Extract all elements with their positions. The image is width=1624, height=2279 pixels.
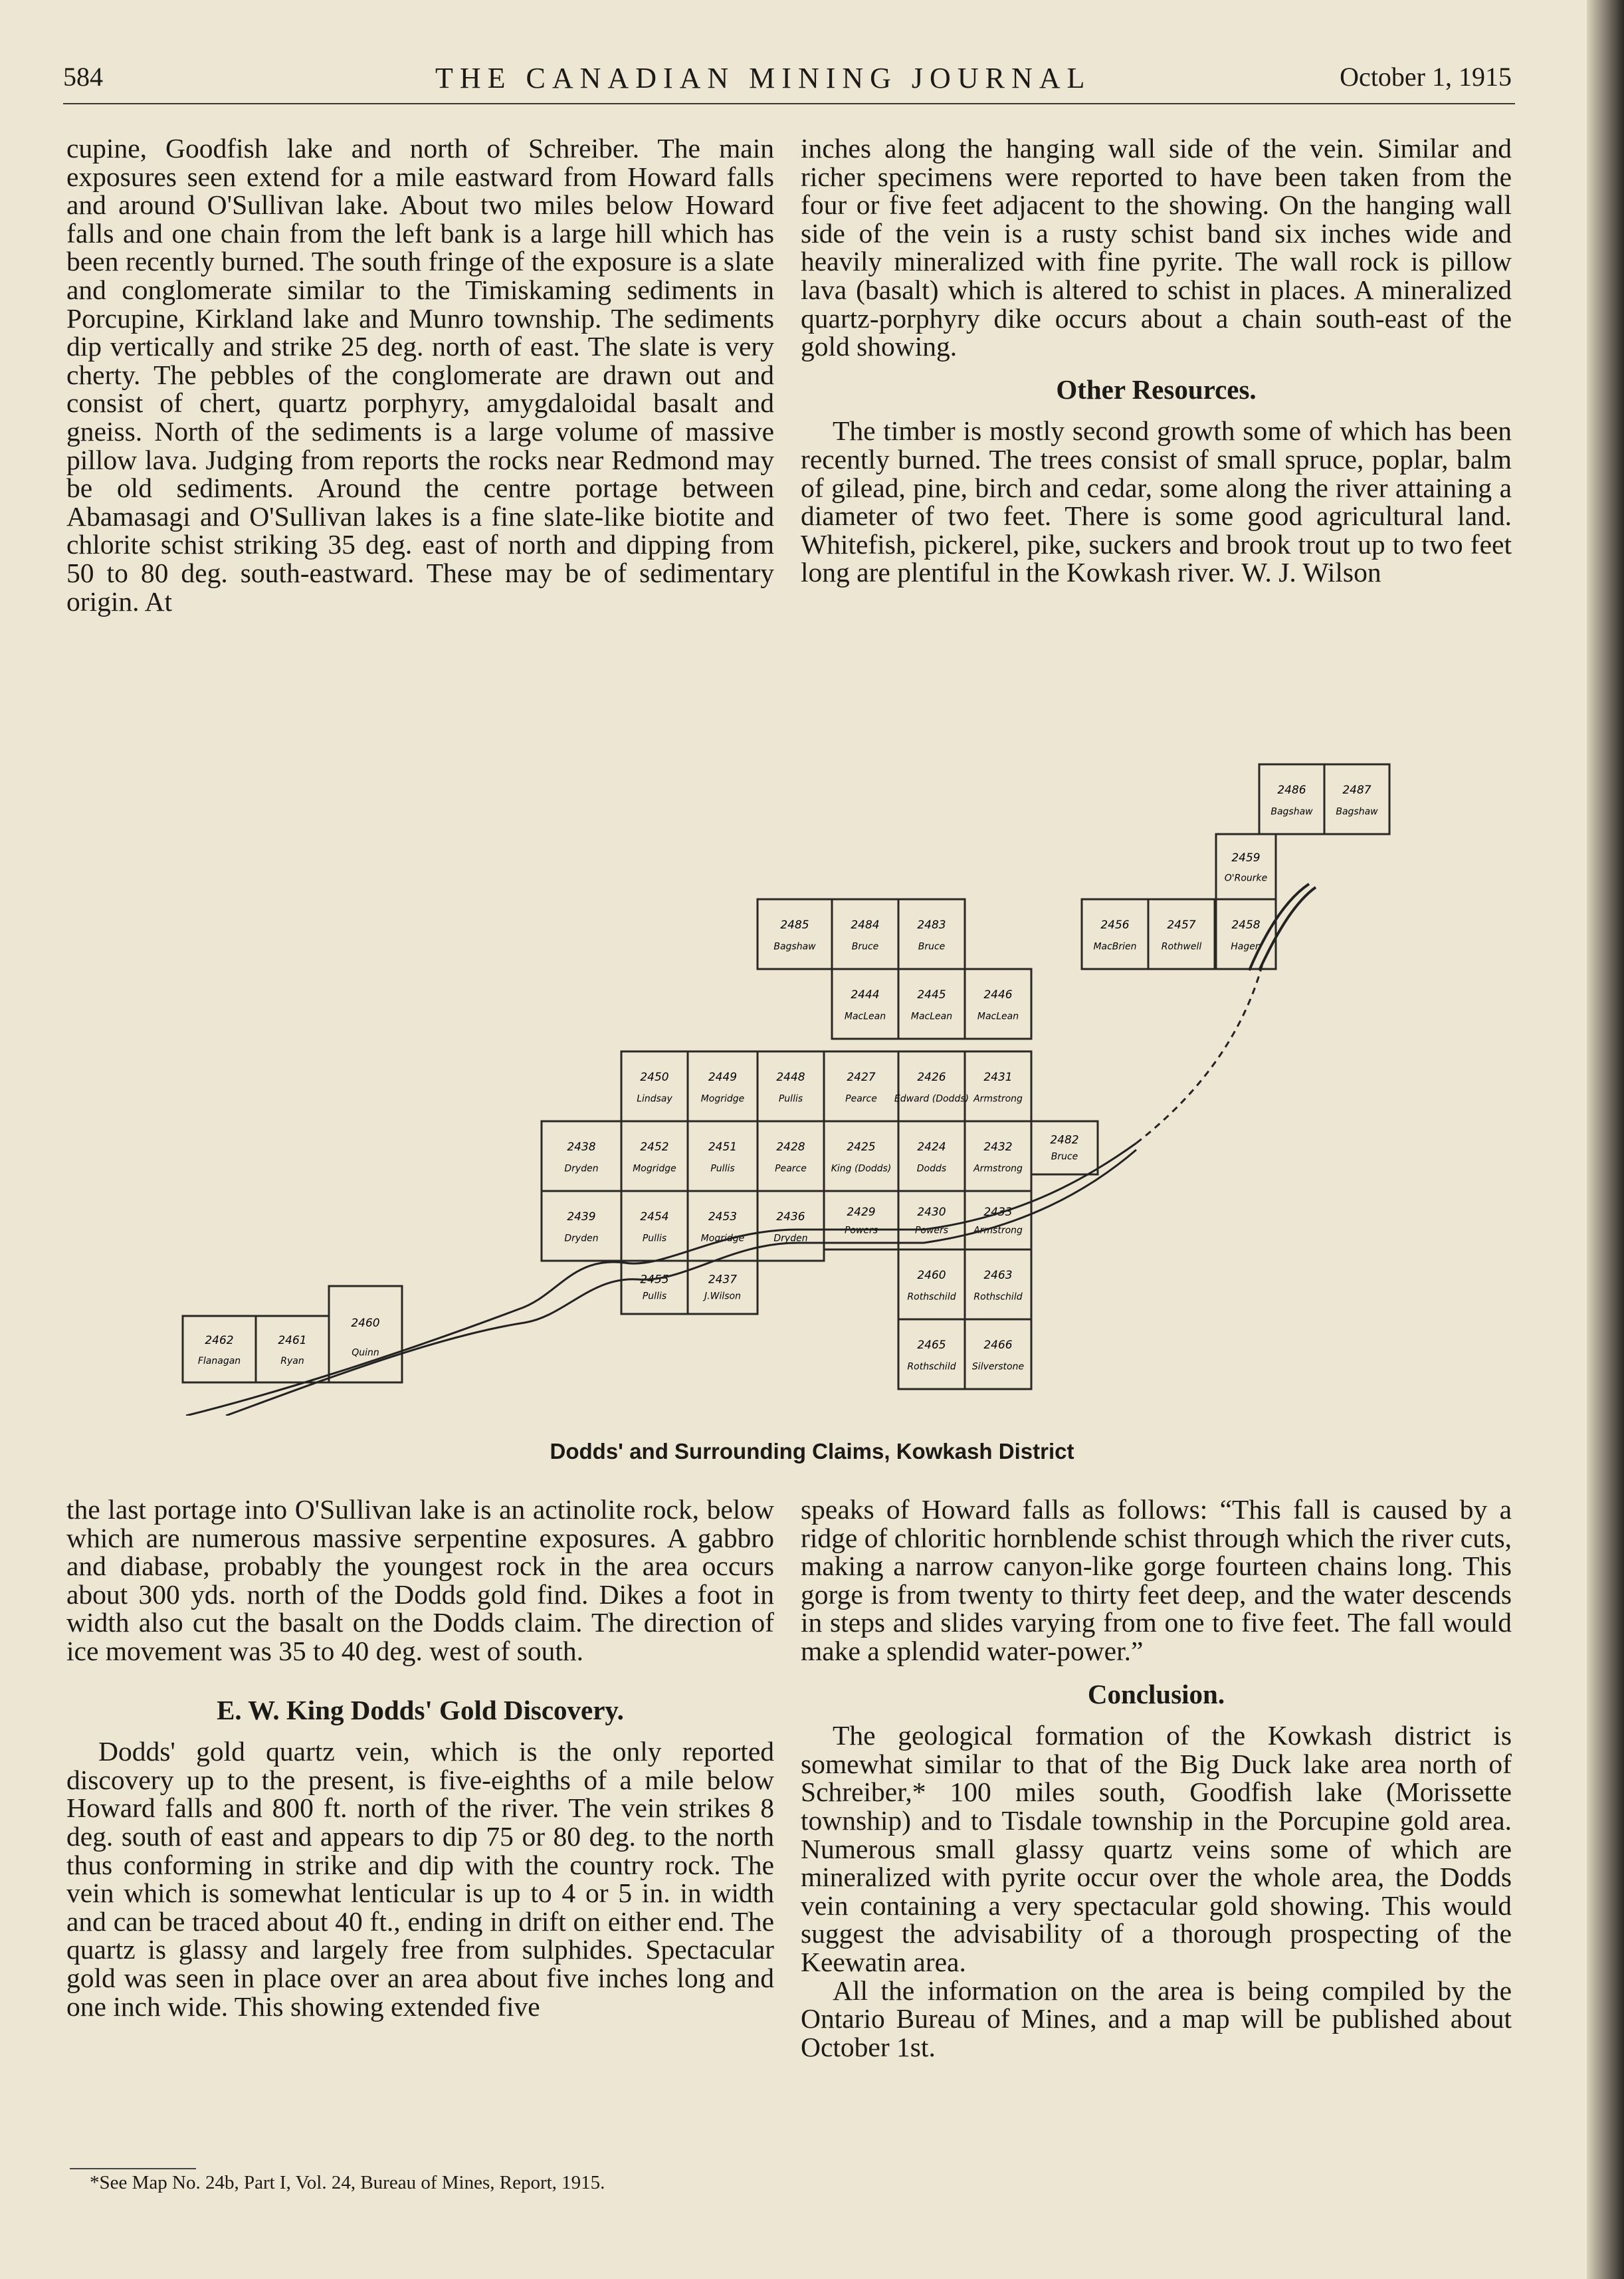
claim-block — [621, 1121, 688, 1191]
header-rule — [63, 103, 1515, 104]
claim-block — [758, 1191, 824, 1261]
claim-number: 2438 — [567, 1140, 596, 1154]
claim-outline — [832, 899, 898, 969]
claim-outline — [758, 1191, 824, 1261]
claim-block — [183, 1316, 256, 1382]
claim-owner: Hagen — [1231, 941, 1261, 952]
claim-block — [688, 1261, 758, 1314]
claim-block — [688, 1121, 758, 1191]
claim-number: 2483 — [917, 919, 946, 932]
claim-outline — [183, 1316, 256, 1382]
claim-outline — [965, 1319, 1031, 1389]
claim-number: 2461 — [278, 1334, 307, 1347]
claim-owner: Dryden — [564, 1163, 599, 1174]
claim-outline — [1148, 899, 1215, 969]
claim-owner: Bruce — [918, 941, 946, 952]
claim-number: 2466 — [983, 1339, 1013, 1353]
right-column-top — [801, 134, 1512, 587]
claim-owner: Powers — [844, 1225, 878, 1236]
claim-owner: Silverstone — [971, 1361, 1025, 1372]
claim-block — [621, 1051, 688, 1121]
claim-owner: Quinn — [352, 1347, 379, 1358]
paragraph: The geological formation of the Kowkash district is somewhat similar to that of the Big Duck lake area north of Schreiber,* 100 miles south, Goodfish lake (Morissette township) and to Tisdale township in the Porcupine gold area. Numerous small glassy quartz veins some of which are mineralized with pyrite occur over the whole area, the Dodds vein containing a very spectacular gold showing. This would suggest the advisability of a thorough prospecting of the Keewatin area. — [801, 1720, 1512, 1977]
claim-number: 2453 — [708, 1210, 738, 1224]
claim-owner: O'Rourke — [1224, 873, 1268, 884]
claim-block — [1148, 899, 1215, 969]
claim-block — [1259, 764, 1324, 834]
claim-block — [898, 899, 965, 969]
claim-owner: MacLean — [910, 1011, 953, 1022]
claim-number: 2451 — [708, 1140, 738, 1154]
claim-block — [832, 969, 898, 1039]
claim-outline — [965, 969, 1031, 1039]
claim-block — [542, 1121, 621, 1191]
claim-number: 2457 — [1167, 919, 1196, 932]
claim-block — [965, 1249, 1031, 1319]
claim-owner: Dryden — [564, 1233, 599, 1244]
claim-outline — [256, 1316, 329, 1382]
claim-block — [824, 1191, 898, 1249]
claim-owner: MacLean — [977, 1011, 1019, 1022]
paragraph: All the information on the area is being compiled by the Ontario Bureau of Mines, and a map will be published about October 1st. — [801, 1975, 1512, 2062]
claim-owner: Pullis — [642, 1291, 667, 1302]
claim-block — [758, 1121, 824, 1191]
claim-outline — [965, 1121, 1031, 1191]
paragraph: cupine, Goodfish lake and north of Schreiber. The main exposures seen extend for a mile eastward from Howard falls and around O'Sullivan lake. About two miles below Howard falls and one chain from the left bank is a large hill which has been recently burned. The south fringe of the exposure is a slate and conglomerate similar to the Timiskaming sediments in Porcupine, Kirkland lake and Munro township. The sediments dip vertically and strike 25 deg. north of east. The slate is very cherty. The pebbles of the conglomerate are drawn out and consist of chert, quartz porphyry, amygdaloidal basalt and gneiss. North of the sediments is a large volume of massive pillow lava. Judging from reports the rocks near Redmond may be old sediments. Around the centre portage between Abamasagi and O'Sullivan lakes is a fine slate-like biotite and chlorite schist striking 35 deg. east of north and dipping from 50 to 80 deg. south-eastward. These may be of sedimentary origin. At — [66, 133, 774, 617]
claim-block — [898, 1121, 965, 1191]
claim-outline — [329, 1286, 402, 1382]
claim-outline — [688, 1121, 758, 1191]
claim-owner: Pullis — [778, 1093, 803, 1105]
left-column-top — [66, 134, 774, 615]
claim-owner: Rothschild — [973, 1291, 1023, 1303]
issue-date: October 1, 1915 — [1340, 62, 1512, 92]
claim-number: 2433 — [983, 1205, 1013, 1219]
claim-number: 2437 — [708, 1273, 738, 1287]
claim-owner: Bruce — [1051, 1151, 1078, 1162]
claim-owner: Mogridge — [700, 1093, 745, 1105]
claim-block — [832, 899, 898, 969]
claim-outline — [758, 899, 832, 969]
claim-number: 2465 — [917, 1339, 946, 1353]
claim-outline — [688, 1261, 758, 1314]
claim-owner: Flanagan — [197, 1356, 241, 1366]
claim-number: 2449 — [708, 1071, 738, 1085]
section-heading-other-resources: Other Resources. — [1056, 374, 1257, 405]
claim-number: 2432 — [983, 1140, 1013, 1154]
claim-number: 2485 — [780, 919, 809, 932]
claim-number: 2484 — [851, 919, 880, 932]
claim-outline — [824, 1121, 898, 1191]
claim-number: 2486 — [1277, 784, 1306, 798]
running-header — [63, 61, 1512, 108]
claim-outline — [758, 1121, 824, 1191]
claim-block — [621, 1191, 688, 1261]
claim-number: 2425 — [847, 1140, 876, 1154]
claim-number: 2448 — [776, 1071, 805, 1085]
footnote: *See Map No. 24b, Part I, Vol. 24, Bureau of Mines, Report, 1915. — [90, 2172, 605, 2193]
claim-number: 2436 — [776, 1210, 805, 1224]
claim-outline — [898, 1319, 965, 1389]
claim-owner: MacLean — [844, 1011, 886, 1022]
claim-owner: Pullis — [710, 1163, 735, 1174]
claim-number: 2446 — [983, 988, 1013, 1002]
footnote-rule — [70, 2168, 196, 2169]
claim-block — [1031, 1121, 1098, 1174]
claim-outline — [898, 1121, 965, 1191]
claim-outline — [824, 1191, 898, 1249]
claim-outline — [965, 1051, 1031, 1121]
claim-owner: Mogridge — [700, 1233, 745, 1244]
claim-number: 2454 — [640, 1210, 669, 1224]
claim-outline — [758, 1051, 824, 1121]
claim-owner: Edward (Dodds) — [894, 1093, 969, 1105]
claim-block — [758, 899, 832, 969]
claim-number: 2428 — [776, 1140, 805, 1154]
claim-owner: Powers — [914, 1225, 949, 1236]
claim-block — [256, 1316, 329, 1382]
claim-number: 2431 — [983, 1071, 1013, 1085]
claim-block — [965, 1121, 1031, 1191]
page-edge-shadow — [1587, 0, 1624, 2279]
trail-line — [1136, 964, 1263, 1143]
claim-owner: Armstrong — [973, 1093, 1023, 1105]
claim-owner: Bagshaw — [773, 941, 816, 952]
claim-owner: King (Dodds) — [831, 1163, 892, 1174]
claim-block — [329, 1286, 402, 1382]
claim-owner: Ryan — [280, 1356, 304, 1366]
claim-block — [542, 1191, 621, 1261]
section-heading-dodds-discovery: E. W. King Dodds' Gold Discovery. — [217, 1694, 624, 1725]
claim-block — [1324, 764, 1389, 834]
paragraph: speaks of Howard falls as follows: “This fall is caused by a ridge of chloritic hornblende schist through which the river cuts, making a narrow canyon-like gorge fourteen chains long. This gorge is from twenty to thirty feet deep, and the water descends in steps and slides varying from one to five feet. The fall would make a splendid water-power.” — [801, 1494, 1512, 1666]
paragraph: the last portage into O'Sullivan lake is an actinolite rock, below which are numerous massive serpentine exposures. A gabbro and diabase, probably the youngest rock in the area occurs about 300 yds. north of the Dodds gold find. Dikes a foot in width also cut the basalt on the Dodds claim. The direction of ice movement was 35 to 40 deg. west of south. — [66, 1494, 774, 1666]
map-caption: Dodds' and Surrounding Claims, Kowkash District — [550, 1439, 1074, 1464]
claim-number: 2427 — [847, 1071, 876, 1085]
claim-block — [965, 1051, 1031, 1121]
claim-number: 2487 — [1342, 784, 1371, 798]
claim-block — [898, 1249, 965, 1319]
claim-owner: Rothschild — [907, 1291, 956, 1303]
claim-owner: Pearce — [845, 1093, 877, 1105]
paragraph: inches along the hanging wall side of the vein. Similar and richer specimens were reported to have been taken from the four or five feet adjacent to the showing. On the hanging wall side of the vein is a rusty schist band six inches wide and heavily mineralized with fine pyrite. The wall rock is pillow lava (basalt) which is altered to schist in places. A mineralized quartz-porphyry dike occurs about a chain south-east of the gold showing. — [801, 133, 1512, 362]
section-heading-conclusion: Conclusion. — [1087, 1678, 1225, 1709]
claim-block — [824, 1051, 898, 1121]
claim-outline — [621, 1191, 688, 1261]
claim-outline — [824, 1051, 898, 1121]
claim-owner: Lindsay — [637, 1093, 672, 1105]
claim-outline — [1031, 1121, 1098, 1174]
claim-number: 2444 — [851, 988, 880, 1002]
claim-owner: MacBrien — [1093, 941, 1137, 952]
page-number: 584 — [63, 62, 103, 92]
claim-block — [898, 969, 965, 1039]
claim-owner: Mogridge — [633, 1163, 676, 1174]
claim-block — [824, 1121, 898, 1191]
claim-owner: J.Wilson — [704, 1291, 741, 1302]
claim-number: 2463 — [983, 1269, 1013, 1283]
paragraph: The timber is mostly second growth some of which has been recently burned. The trees consist of small spruce, poplar, balm of gilead, pine, birch and cedar, some along the river attaining a diameter of two feet. There is some good agricultural land. Whitefish, pickerel, pike, suckers and brook trout up to two feet long are plentiful in the Kowkash river. W. J. Wilson — [801, 415, 1512, 588]
claim-outline — [1216, 834, 1276, 899]
claims-layer — [183, 764, 1389, 1389]
claim-owner: Bagshaw — [1270, 806, 1313, 817]
paragraph: Dodds' gold quartz vein, which is the only reported discovery up to the present, is five-eighths of a mile below Howard falls and 800 ft. north of the river. The vein strikes 8 deg. south of east and appears to dip 75 or 80 deg. to the north thus conforming in strike and dip with the country rock. The vein which is somewhat lenticular is up to 4 or 5 in. in width and can be traced about 40 ft., ending in drift on either end. The quartz is glassy and largely free from sulphides. Spectacular gold was seen in place over an area about five inches long and one inch wide. This showing extended five — [66, 1736, 774, 2022]
claim-block — [758, 1051, 824, 1121]
claim-number: 2426 — [917, 1071, 946, 1085]
claim-outline — [832, 969, 898, 1039]
claim-number: 2482 — [1050, 1133, 1079, 1147]
claim-number: 2460 — [917, 1269, 946, 1283]
claim-number: 2462 — [205, 1334, 234, 1347]
claim-number: 2445 — [917, 988, 946, 1002]
claim-outline — [965, 1249, 1031, 1319]
claim-number: 2458 — [1231, 919, 1261, 932]
claim-outline — [688, 1051, 758, 1121]
claim-block — [965, 969, 1031, 1039]
left-column-bottom — [66, 1495, 774, 2020]
claim-number: 2456 — [1100, 919, 1130, 932]
claim-owner: Pearce — [775, 1163, 807, 1174]
claim-owner: Armstrong — [973, 1163, 1023, 1174]
claim-outline — [621, 1051, 688, 1121]
claim-owner: Dryden — [773, 1233, 808, 1244]
claim-number: 2460 — [351, 1316, 380, 1330]
claim-number: 2452 — [640, 1140, 669, 1154]
claims-map-svg — [159, 751, 1422, 1416]
claim-block — [1082, 899, 1148, 969]
claim-outline — [898, 1051, 965, 1121]
claim-block — [965, 1319, 1031, 1389]
claim-number: 2455 — [640, 1273, 669, 1287]
claim-outline — [898, 969, 965, 1039]
claim-owner: Rothschild — [907, 1361, 956, 1372]
claim-owner: Dodds — [916, 1163, 947, 1174]
claim-number: 2439 — [567, 1210, 596, 1224]
claim-number: 2424 — [917, 1140, 946, 1154]
claim-outline — [898, 1249, 965, 1319]
river-line-2 — [226, 1150, 1136, 1416]
claim-block — [894, 1051, 969, 1121]
claim-owner: Armstrong — [973, 1225, 1023, 1236]
claim-outline — [621, 1261, 688, 1314]
right-column-bottom — [801, 1495, 1512, 2061]
claim-block — [1216, 834, 1276, 899]
claim-owner: Bagshaw — [1336, 806, 1378, 817]
claim-block — [688, 1051, 758, 1121]
claim-outline — [542, 1191, 621, 1261]
claim-owner: Pullis — [642, 1233, 667, 1244]
claim-outline — [1259, 764, 1324, 834]
claim-number: 2429 — [847, 1205, 876, 1219]
claim-block — [621, 1261, 688, 1314]
claim-outline — [1082, 899, 1148, 969]
claim-number: 2450 — [640, 1071, 669, 1085]
claim-number: 2430 — [917, 1205, 946, 1219]
claim-owner: Bruce — [851, 941, 879, 952]
claim-owner: Rothwell — [1161, 941, 1202, 952]
claims-map — [159, 751, 1422, 1416]
claim-number: 2459 — [1231, 851, 1261, 865]
claim-outline — [621, 1121, 688, 1191]
claim-outline — [542, 1121, 621, 1191]
claim-outline — [1324, 764, 1389, 834]
claim-outline — [898, 899, 965, 969]
claim-block — [898, 1319, 965, 1389]
journal-title: THE CANADIAN MINING JOURNAL — [435, 62, 1092, 94]
